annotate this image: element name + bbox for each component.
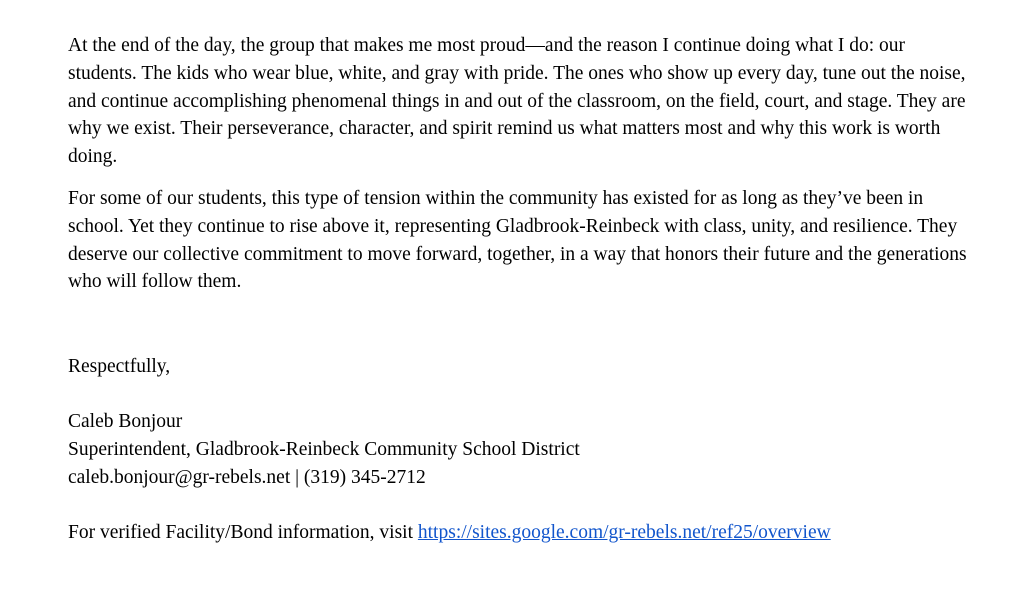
signature-contact: caleb.bonjour@gr-rebels.net | (319) 345-2712 <box>68 467 426 488</box>
closing <box>68 353 170 381</box>
overview-link[interactable]: https://sites.google.com/gr-rebels.net/ref25/overview <box>417 522 831 543</box>
footer-line <box>68 519 831 547</box>
body-paragraph-1: At the end of the day, the group that makes me most proud—and the reason I continue doing what I do: our students. The kids who wear blue, white, and gray with pride. The ones who show up every day, tune out the noise, and continue accomplishing phenomenal things in and out of the classroom, on the field, court, and stage. They are why we exist. Their perseverance, character, and spirit remind us what matters most and why this work is worth doing. <box>68 35 966 168</box>
body-paragraph-2: For some of our students, this type of tension within the community has existed for as long as they’ve been in school. Yet they continue to rise above it, representing Gladbrook-Reinbeck with class, unity, and resilience. They deserve our collective commitment to move forward, together, in a way that honors their future and the generations who will follow them. <box>68 187 967 293</box>
signature-title: Superintendent, Gladbrook-Reinbeck Community School District <box>68 439 580 460</box>
footer-note <box>68 519 831 547</box>
closing-salutation: Respectfully, <box>68 356 171 377</box>
signature-block <box>68 408 580 492</box>
footer-text: For verified Facility/Bond information, visit <box>68 522 418 543</box>
signature-name: Caleb Bonjour <box>68 411 183 432</box>
letter-body <box>68 32 968 310</box>
